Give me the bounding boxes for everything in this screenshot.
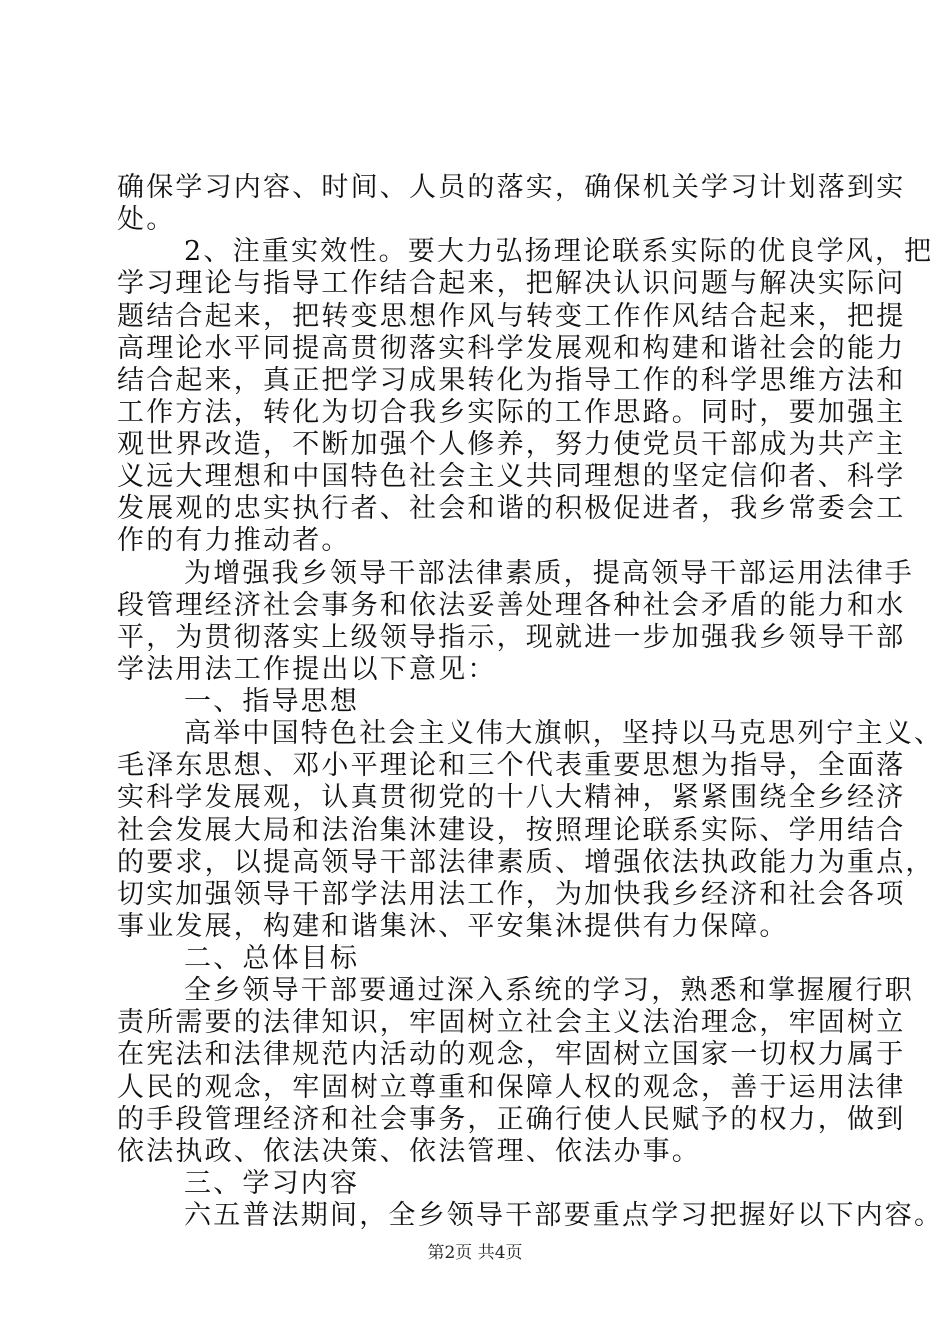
text-line: 学法用法工作提出以下意见：	[117, 654, 497, 685]
paragraph-start-line: 高举中国特色社会主义伟大旗帜，坚持以马克思列宁主义、	[184, 718, 944, 749]
text-line: 在宪法和法律规范内活动的观念，牢固树立国家一切权力属于	[117, 1039, 906, 1070]
text-line: 人民的观念，牢固树立尊重和保障人权的观念，善于运用法律	[117, 1072, 906, 1103]
text-line: 发展观的忠实执行者、社会和谐的积极促进者，我乡常委会工	[117, 493, 906, 524]
text-line: 事业发展，构建和谐集沐、平安集沐提供有力保障。	[117, 911, 789, 942]
text-line: 题结合起来，把转变思想作风与转变工作作风结合起来，把提	[117, 301, 906, 332]
text-line: 依法执政、依法决策、依法管理、依法办事。	[117, 1136, 701, 1167]
text-line: 的手段管理经济和社会事务，正确行使人民赋予的权力，做到	[117, 1104, 906, 1135]
text-line: 工作方法，转化为切合我乡实际的工作思路。同时，要加强主	[117, 397, 906, 428]
text-line: 段管理经济社会事务和依法妥善处理各种社会矛盾的能力和水	[117, 590, 906, 621]
text-line: 结合起来，真正把学习成果转化为指导工作的科学思维方法和	[117, 365, 906, 396]
text-line: 的要求，以提高领导干部法律素质、增强依法执政能力为重点，	[117, 847, 935, 878]
paragraph-start-line: 为增强我乡领导干部法律素质，提高领导干部运用法律手	[184, 558, 914, 589]
paragraph-start-line: 六五普法期间，全乡领导干部要重点学习把握好以下内容。	[184, 1200, 944, 1231]
text-line: 平，为贯彻落实上级领导指示，现就进一步加强我乡领导干部	[117, 622, 906, 653]
section-heading: 二、总体目标	[184, 943, 360, 974]
text-line: 义远大理想和中国特色社会主义共同理想的坚定信仰者、科学	[117, 461, 906, 492]
section-heading: 一、指导思想	[184, 686, 360, 717]
text-line: 确保学习内容、时间、人员的落实，确保机关学习计划落到实	[117, 172, 906, 203]
section-heading: 三、学习内容	[184, 1168, 360, 1199]
text-line: 学习理论与指导工作结合起来，把解决认识问题与解决实际问	[117, 268, 906, 299]
text-line: 高理论水平同提高贯彻落实科学发展观和构建和谐社会的能力	[117, 333, 906, 364]
paragraph-start-line: 2、注重实效性。要大力弘扬理论联系实际的优良学风，把	[184, 236, 934, 267]
text-line: 社会发展大局和法治集沐建设，按照理论联系实际、学用结合	[117, 815, 906, 846]
text-line: 观世界改造，不断加强个人修养，努力使党员干部成为共产主	[117, 429, 906, 460]
text-line: 作的有力推动者。	[117, 525, 351, 556]
text-line: 毛泽东思想、邓小平理论和三个代表重要思想为指导，全面落	[117, 750, 906, 781]
text-line: 切实加强领导干部学法用法工作，为加快我乡经济和社会各项	[117, 879, 906, 910]
page-number-footer: 第2页 共4页	[427, 1243, 523, 1263]
text-line: 处。	[117, 204, 176, 235]
text-line: 实科学发展观，认真贯彻党的十八大精神，紧紧围绕全乡经济	[117, 782, 906, 813]
paragraph-start-line: 全乡领导干部要通过深入系统的学习，熟悉和掌握履行职	[184, 975, 914, 1006]
text-line: 责所需要的法律知识，牢固树立社会主义法治理念，牢固树立	[117, 1007, 906, 1038]
